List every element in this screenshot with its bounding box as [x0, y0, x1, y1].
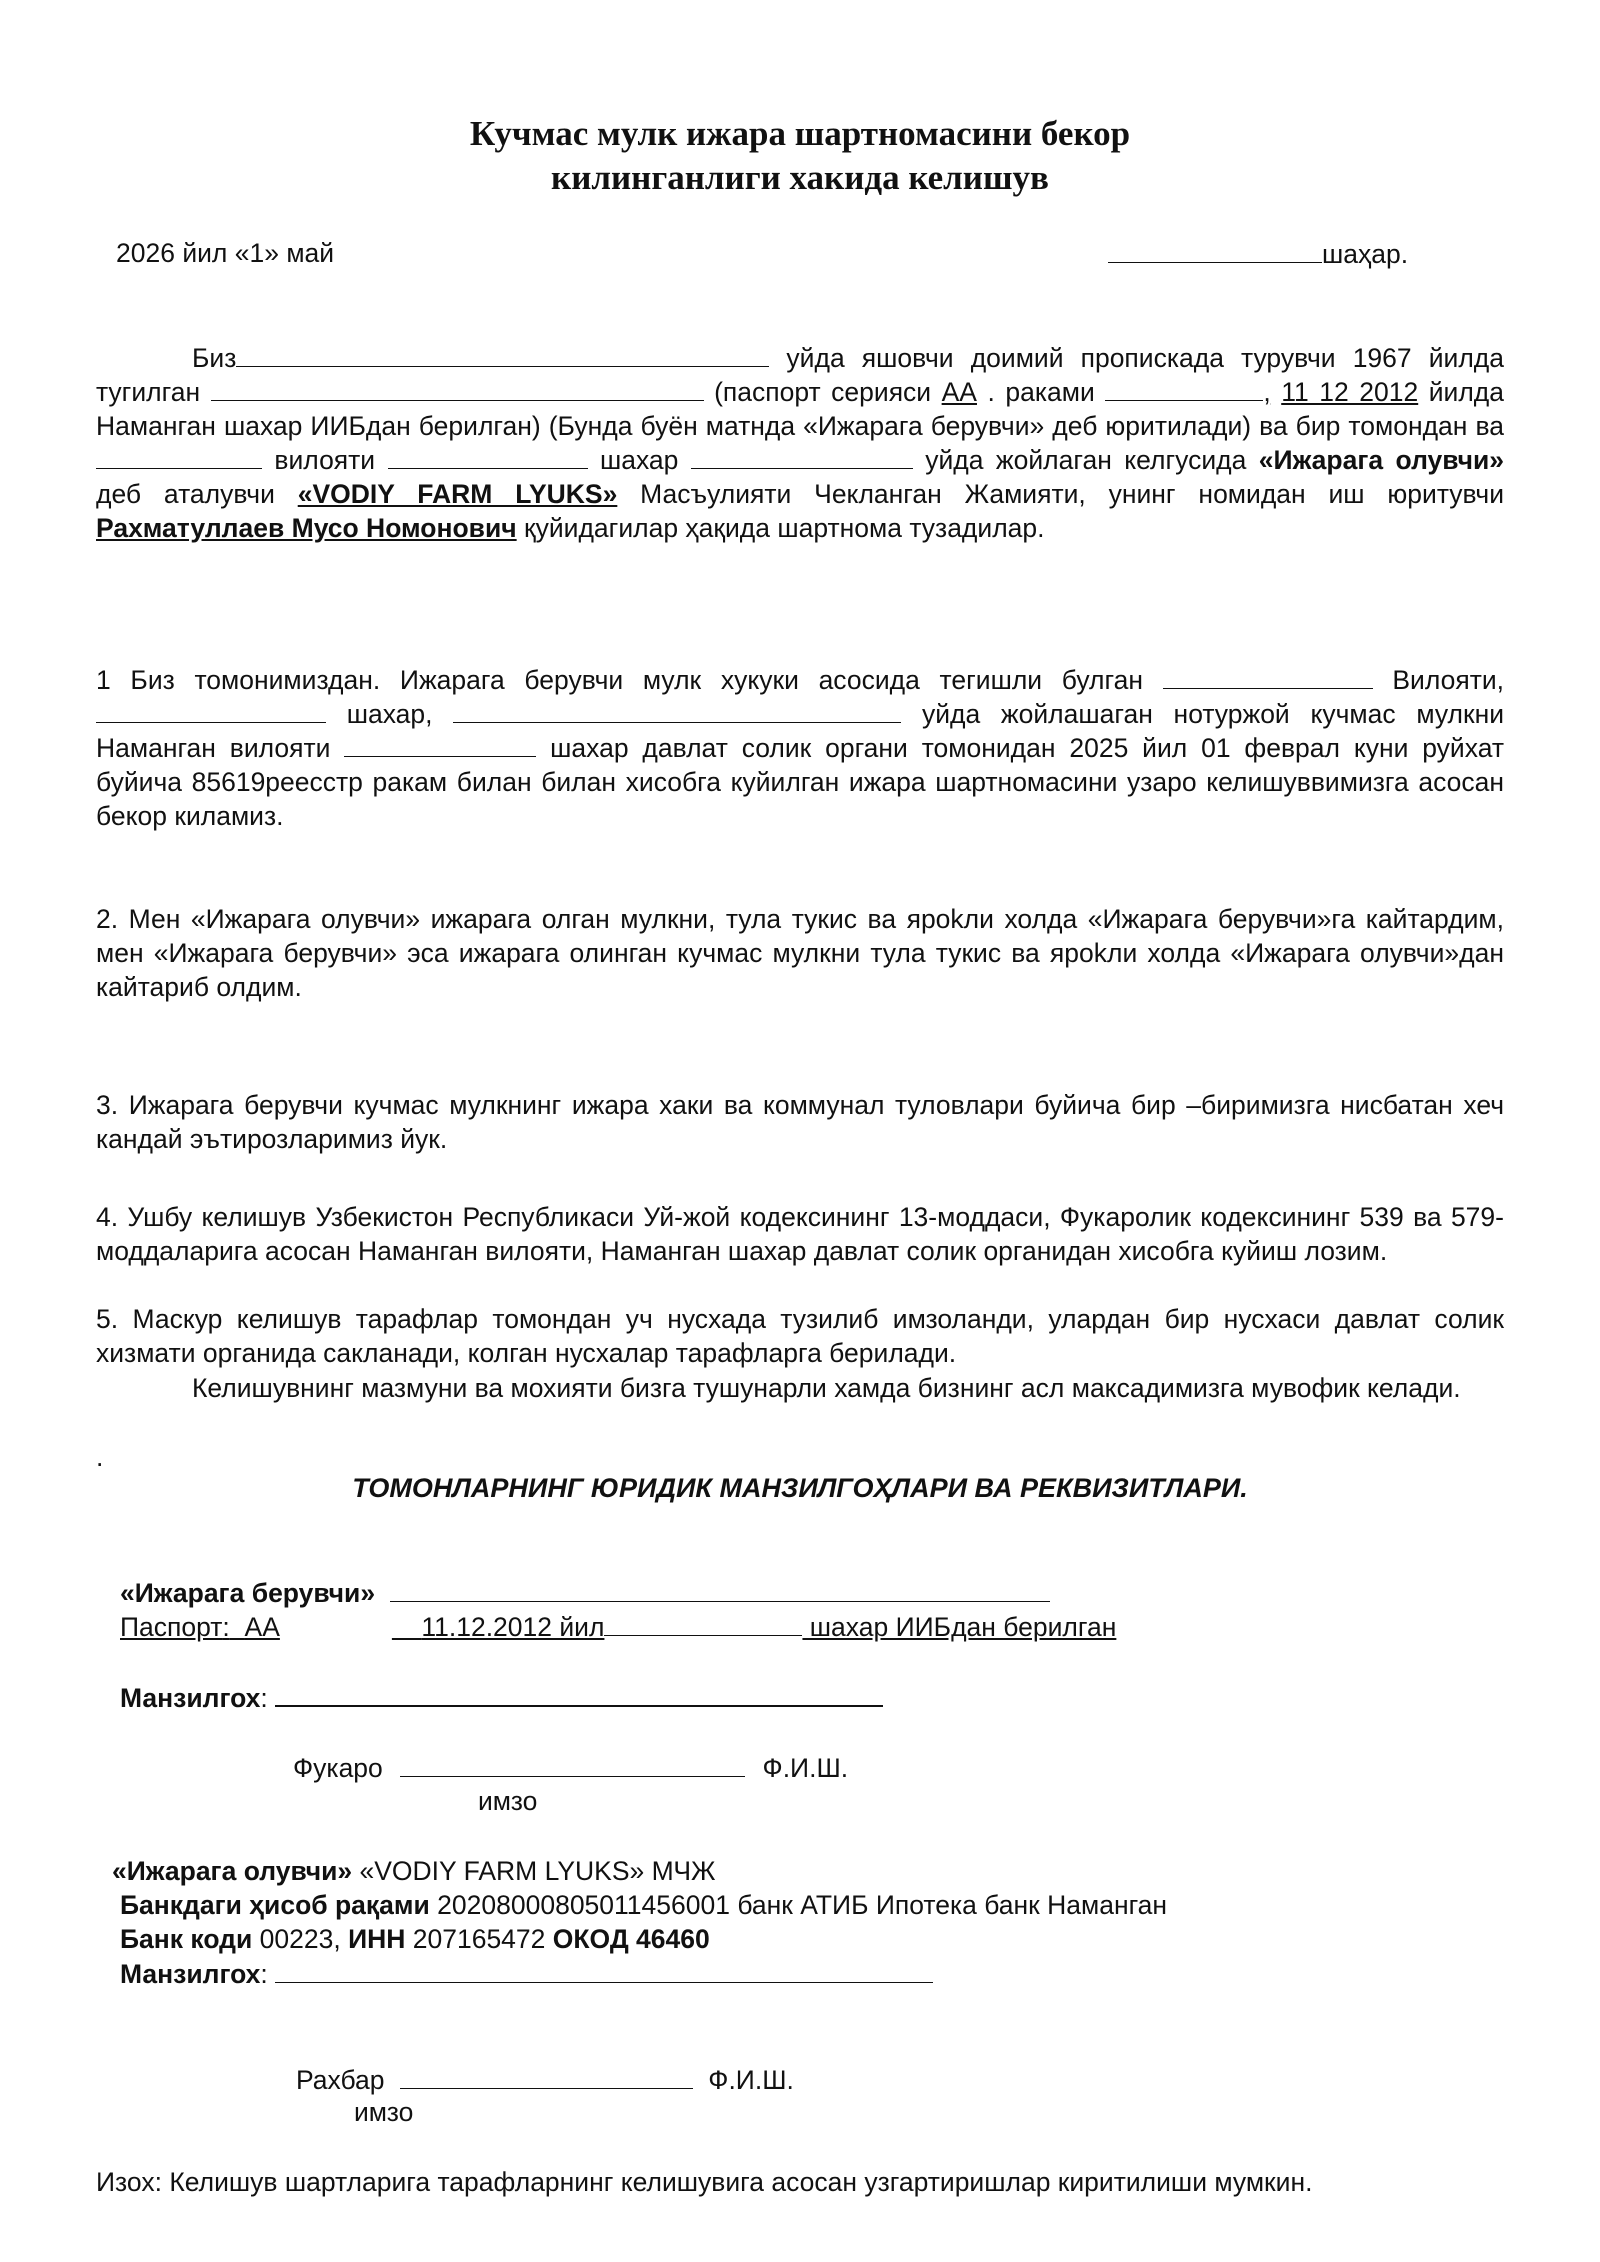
bank-account-value: 20208000805011456001 банк АТИБ Ипотека банк Наманган [429, 1890, 1168, 1920]
lessor-address-blank [275, 1681, 883, 1707]
name-blank [211, 376, 704, 401]
intro-text: уйда жойлаган келгусида [912, 445, 1259, 475]
intro-paragraph [96, 341, 1504, 545]
passport-colon: : [222, 1612, 230, 1642]
closing-paragraph: Келишувнинг мазмуни ва мохияти бизга тушунарли хамда бизнинг асл максадимизга мувофик келади. [192, 1373, 1461, 1403]
bank-code-label: Банк коди [120, 1924, 253, 1954]
contract-city [1108, 238, 1408, 270]
intro-text: йилда Наманган шахар ИИБдан берилган) (Бунда буён матнда «Ижарага берувчи» деб юритилади) ва бир томондан ва [96, 377, 1504, 441]
lessor-name-blank [390, 1577, 1050, 1602]
passport-number-blank [1105, 376, 1263, 401]
clause-text: Вилояти, [1372, 665, 1504, 695]
intro-text: (паспорт серияси [703, 377, 942, 407]
city-suffix: шаҳар. [1322, 239, 1409, 269]
inn-value: 207165472 [405, 1924, 553, 1954]
passport-issue-date: 11 12 2012 [1281, 377, 1419, 407]
bank-code-value: 00223, [252, 1924, 349, 1954]
director-name: Рахматуллаев Мусо Номонович [96, 513, 517, 543]
passport-series: АА [244, 1612, 280, 1642]
city-blank [96, 698, 326, 723]
passport-label: Паспорт [120, 1612, 223, 1642]
contract-date: 2026 йил «1» май [116, 238, 335, 268]
intro-text: , [1263, 377, 1271, 407]
address-label: Манзилгох [120, 1959, 261, 1989]
signature-blank [400, 1752, 745, 1777]
fio-label: Ф.И.Ш. [708, 2065, 794, 2095]
house-blank [691, 444, 913, 469]
document-title [0, 112, 1600, 200]
lessee-term: «Ижарага олувчи» [1258, 445, 1504, 475]
lessee-signature-line [296, 2064, 794, 2096]
lessee-label-line [112, 1856, 716, 1887]
clause-2: 2. Мен «Ижарага олувчи» ижарага олган мулкни, тула тукис ва яроkли холда «Ижарага берувчи»га кайтардим, мен «Ижарага берувчи» эса ижарага олинган кучмас мулкни тула тукис ва яроkли холда «Ижарага олувчи»дан кайтариб олдим. [96, 904, 1504, 1002]
lessor-sign-caption: имзо [478, 1786, 538, 1816]
lessee-label: «Ижарага олувчи» [112, 1856, 353, 1886]
clause-4: 4. Ушбу келишув Узбекистон Республикаси Уй-жой кодексининг 13-моддаси, Фукаролик кодексининг 539 ва 579-моддаларига асосан Наманган вилояти, Наманган шахар давлат солик органидан хисобга куйиш лозим. [96, 1202, 1504, 1266]
address-colon: : [260, 1959, 268, 1989]
clause-1 [96, 663, 1504, 833]
passport-city-blank [604, 1611, 802, 1636]
intro-text: уйда яшовчи доимий пропискада турувчи 1967 йилда тугилган [96, 343, 1504, 407]
title-line-1: Кучмас мулк ижара шартномасини бекор [469, 114, 1131, 153]
intro-text: Масъулияти Чекланган Жамияти, унинг номидан иш юритувчи [617, 479, 1505, 509]
clause-text: 1 Биз томонимиздан. Ижарага берувчи мулк хукуки асосида тегишли булган [96, 665, 1163, 695]
clause-3: 3. Ижарага берувчи кучмас мулкнинг ижара хаки ва коммунал туловлари буйича бир –биримизга нисбатан хеч кандай эътирозларимиз йук. [96, 1090, 1504, 1154]
city-blank [388, 444, 588, 469]
citizen-label: Фукаро [293, 1753, 383, 1783]
title-line-2: килинганлиги хакида келишув [551, 158, 1049, 197]
clause-text: уйда жойлашаган нотуржой кучмас мулкни Наманган вилояти [96, 699, 1505, 763]
lessor-address-line [120, 1681, 883, 1714]
company-name: «VODIY FARM LYUKS» [297, 479, 618, 509]
intro-text: шахар [587, 445, 691, 475]
head-label: Рахбар [296, 2065, 385, 2095]
region-blank [96, 444, 262, 469]
clause-5: 5. Маскур келишув тарафлар томондан уч нусхада тузилиб имзоланди, улардан бир нусхаси давлат солик хизмати органида сакланади, колган нусхалар тарафларга берилади. [96, 1304, 1504, 1368]
lessor-passport-line [120, 1611, 1116, 1643]
lessee-address-blank [275, 1958, 933, 1983]
lessee-company: «VODIY FARM LYUKS» МЧЖ [352, 1856, 716, 1886]
intro-text: деб аталувчи [96, 479, 298, 509]
address-colon: : [260, 1683, 268, 1713]
stray-dot: . [96, 1442, 104, 1472]
clause-text: шахар давлат солик органи томонидан 2025 йил 01 феврал куни руйхат буйича 85619реесстр ракам билан билан хисобга куйилган ижара шартномасини узаро келишуввимизга асосан бекор киламиз. [96, 733, 1504, 831]
intro-text: . раками [976, 377, 1106, 407]
region-blank [1163, 664, 1373, 689]
bank-code-line [120, 1924, 710, 1955]
inn-label: ИНН [348, 1924, 406, 1954]
requisites-heading: ТОМОНЛАРНИНГ ЮРИДИК МАНЗИЛГОҲЛАРИ ВА РЕКВИЗИТЛАРИ. [352, 1473, 1248, 1503]
okod-label: ОКОД 46460 [552, 1924, 710, 1954]
lessor-label-line [120, 1577, 1050, 1609]
bank-account-label: Банкдаги ҳисоб рақами [120, 1890, 430, 1920]
address-label: Манзилгох [120, 1683, 261, 1713]
passport-date: 11.12.2012 йил [421, 1612, 605, 1642]
passport-issuer: шахар ИИБдан берилган [802, 1612, 1117, 1642]
fio-label: Ф.И.Ш. [762, 1753, 849, 1783]
address-blank [236, 342, 769, 367]
lessor-signature-line [293, 1752, 848, 1784]
city-blank [344, 732, 536, 757]
intro-text: қуйидагилар ҳақида шартнома тузадилар. [516, 513, 1045, 543]
address-blank [453, 698, 901, 723]
passport-series: АА [941, 377, 977, 407]
clause-text: шахар, [326, 699, 454, 729]
footnote: Изох: Келишув шартларига тарафларнинг келишувига асосан узгартиришлар киритилиши мумкин. [96, 2167, 1313, 2197]
lessee-sign-caption: имзо [354, 2097, 414, 2127]
intro-text: Биз [192, 343, 237, 373]
city-blank [1108, 238, 1322, 263]
bank-account-line [120, 1890, 1167, 1921]
signature-blank [400, 2064, 693, 2089]
lessor-label: «Ижарага берувчи» [120, 1578, 376, 1608]
lessee-address-line [120, 1958, 933, 1990]
intro-text: вилояти [262, 445, 388, 475]
